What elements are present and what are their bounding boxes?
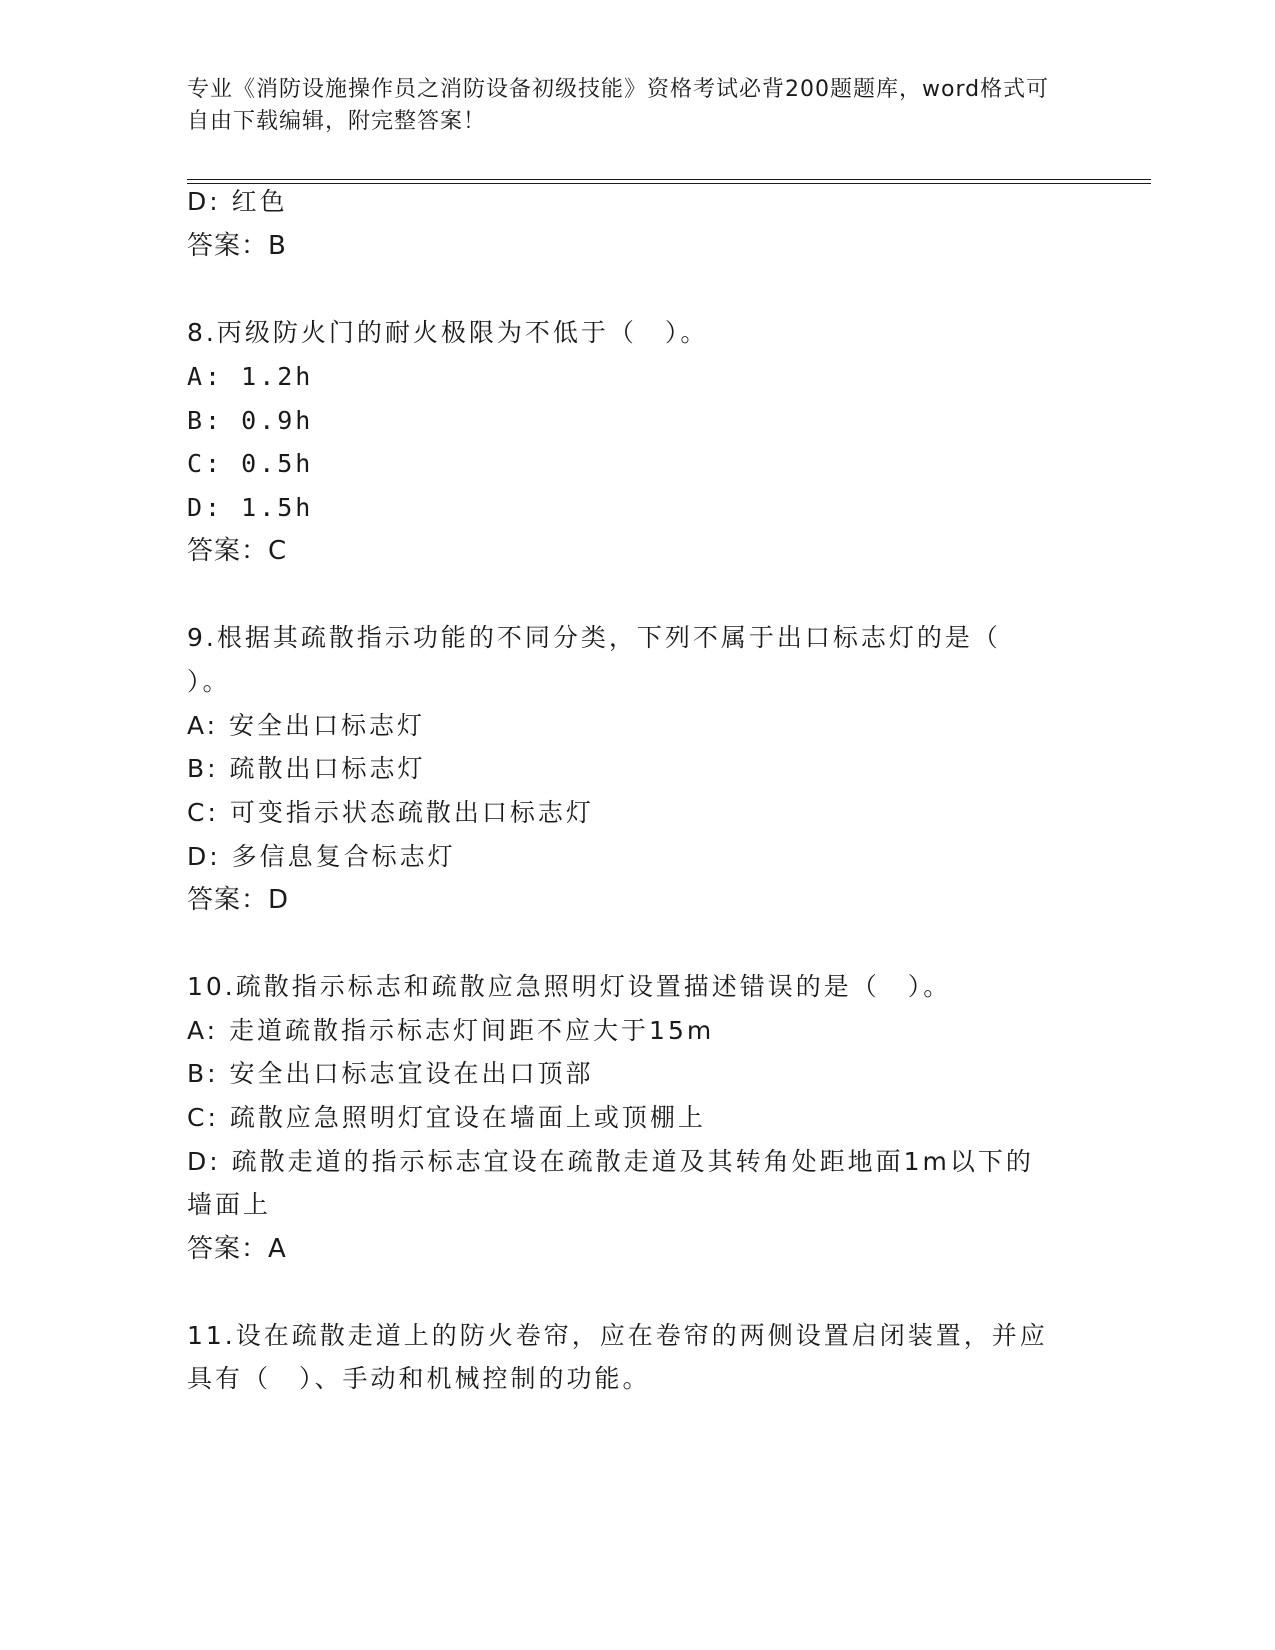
q11-stem-line1: 11.设在疏散走道上的防火卷帘，应在卷帘的两侧设置启闭装置，并应 <box>187 1321 1048 1350</box>
q10-option-c: C: 疏散应急照明灯宜设在墙面上或顶棚上 <box>187 1103 706 1132</box>
q7-option-d: D: 红色 <box>187 187 288 216</box>
q9-answer: 答案：D <box>187 885 290 915</box>
q9-option-a: A: 安全出口标志灯 <box>187 711 426 740</box>
q10-option-d-line1: D: 疏散走道的指示标志宜设在疏散走道及其转角处距地面1m以下的 <box>187 1147 1034 1176</box>
q9-option-b: B: 疏散出口标志灯 <box>187 754 426 783</box>
q11-stem-line2: 具有（ ）、手动和机械控制的功能。 <box>187 1364 651 1393</box>
q10-answer: 答案：A <box>187 1234 287 1264</box>
q9-option-c: C: 可变指示状态疏散出口标志灯 <box>187 798 594 827</box>
q8-stem: 8.丙级防火门的耐火极限为不低于（ ）。 <box>187 318 709 347</box>
q9-stem-line2: ）。 <box>187 667 231 696</box>
q9-stem-line1: 9.根据其疏散指示功能的不同分类，下列不属于出口标志灯的是（ <box>187 623 1001 652</box>
header-rule-top <box>187 179 1151 180</box>
q10-option-d-line2: 墙面上 <box>187 1190 272 1219</box>
header-rule-bottom <box>187 183 1151 184</box>
q7-answer: 答案：B <box>187 231 287 261</box>
q8-option-d: D: 1.5h <box>187 493 314 522</box>
q10-option-a: A: 走道疏散指示标志灯间距不应大于15m <box>187 1016 715 1045</box>
document-header: 专业《消防设施操作员之消防设备初级技能》资格考试必背200题题库，word格式可自由下载编辑，附完整答案！ <box>187 77 1050 134</box>
q10-option-b: B: 安全出口标志宜设在出口顶部 <box>187 1059 594 1088</box>
q8-option-c: C: 0.5h <box>187 449 314 478</box>
q8-option-a: A: 1.2h <box>187 362 314 391</box>
q10-stem: 10.疏散指示标志和疏散应急照明灯设置描述错误的是（ ）。 <box>187 972 952 1001</box>
q8-option-b: B: 0.9h <box>187 406 314 435</box>
q8-answer: 答案：C <box>187 536 288 566</box>
q9-option-d: D: 多信息复合标志灯 <box>187 842 456 871</box>
